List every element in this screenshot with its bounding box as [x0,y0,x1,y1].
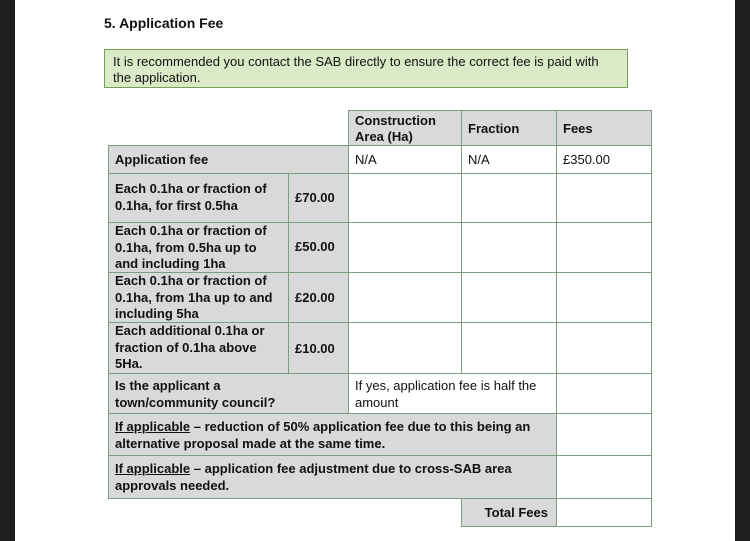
tier-rate: £10.00 [288,322,349,374]
town-council-question: Is the applicant a town/community council? [108,373,349,414]
document-page [15,0,735,541]
cross-sab-fee-cell [556,455,652,499]
application-fee-area: N/A [348,145,462,174]
town-council-fee-cell [556,373,652,414]
section-title: Application Fee [119,15,224,31]
tier-fee-cell [556,272,652,323]
tier-fraction-cell [461,322,557,374]
alternative-proposal-text [108,413,557,456]
total-fees-label: Total Fees [461,498,557,527]
tier-area-cell [348,173,462,223]
tier-fraction-cell [461,173,557,223]
town-council-answer: If yes, application fee is half the amount [348,373,557,414]
tier-area-cell [348,272,462,323]
tier-area-cell [348,222,462,273]
tier-rate: £50.00 [288,222,349,273]
tier-fraction-cell [461,272,557,323]
tier-fraction-cell [461,222,557,273]
header-fees: Fees [556,110,652,146]
tier-rate: £20.00 [288,272,349,323]
tier-fee-cell [556,222,652,273]
alternative-body: – reduction of 50% application fee due to this being an alternative proposal made at the same time. [115,419,531,451]
tier-fee-cell [556,173,652,223]
cross-sab-text [108,455,557,499]
alternative-prefix: If applicable [115,419,191,434]
tier-label: Each additional 0.1ha or fraction of 0.1ha above 5Ha. [108,322,289,374]
application-fee-fraction: N/A [461,145,557,174]
cross-sab-body: – application fee adjustment due to cross-SAB area approvals needed. [115,461,512,493]
header-fraction: Fraction [461,110,557,146]
tier-label: Each 0.1ha or fraction of 0.1ha, from 0.5ha up to and including 1ha [108,222,289,273]
tier-fee-cell [556,322,652,374]
tier-area-cell [348,322,462,374]
alternative-fee-cell [556,413,652,456]
tier-label: Each 0.1ha or fraction of 0.1ha, for first 0.5ha [108,173,289,223]
section-number: 5. [104,15,116,31]
cross-sab-prefix: If applicable [115,461,191,476]
header-area: Construction Area (Ha) [348,110,462,146]
section-heading [104,15,223,31]
application-fee-amount: £350.00 [556,145,652,174]
total-fees-value [556,498,652,527]
tier-rate: £70.00 [288,173,349,223]
application-fee-label: Application fee [108,145,349,174]
tier-label: Each 0.1ha or fraction of 0.1ha, from 1ha up to and including 5ha [108,272,289,323]
recommendation-note: It is recommended you contact the SAB directly to ensure the correct fee is paid with the application. [104,49,628,88]
